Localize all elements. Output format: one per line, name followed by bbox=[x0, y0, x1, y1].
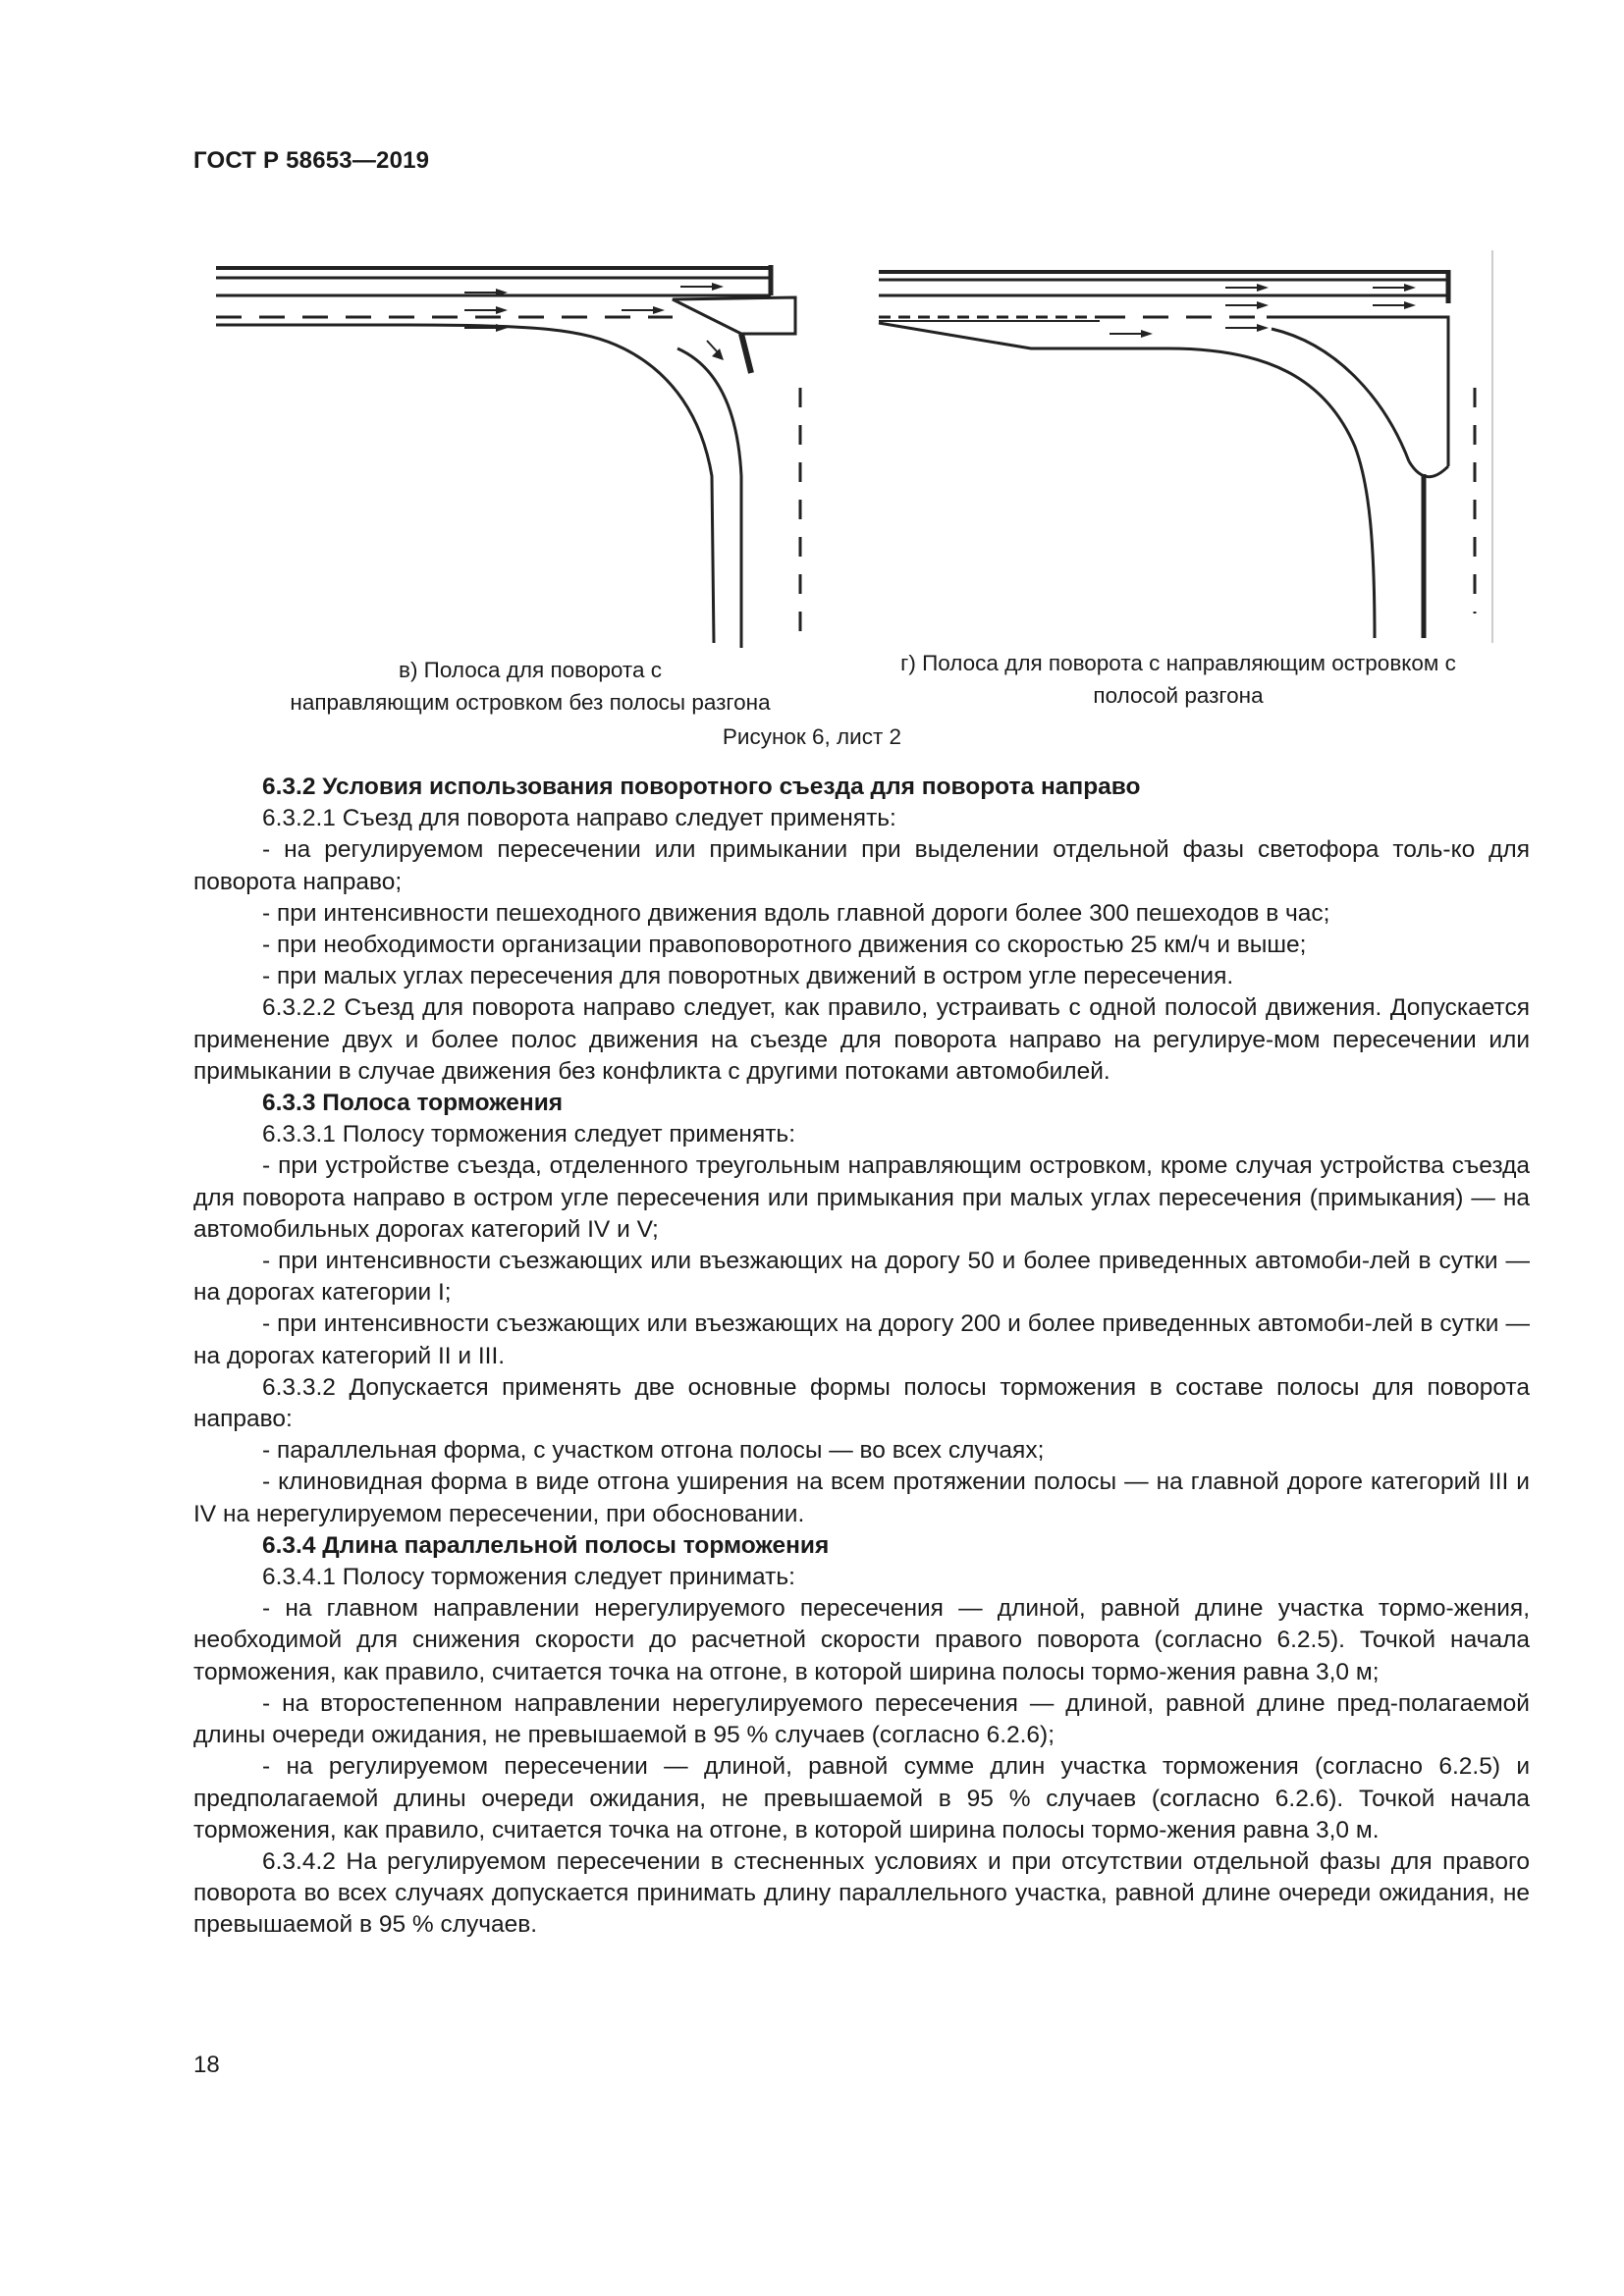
paragraph: 6.3.2.1 Съезд для поворота направо следует применять: bbox=[262, 805, 896, 832]
list-item: - при интенсивности съезжающих или въезжающих на дорогу 50 и более приведенных автомоби-лей в сутки — на дорогах категории I; bbox=[193, 1248, 1530, 1307]
page-number: 18 bbox=[193, 2052, 220, 2078]
section-heading: 6.3.3 Полоса торможения bbox=[262, 1090, 564, 1117]
list-item: - при необходимости организации правоповоротного движения со скоростью 25 км/ч и выше; bbox=[262, 932, 1307, 959]
list-item: - на второстепенном направлении нерегулируемого пересечения — длиной, равной длине пред-полагаемой длины очереди ожидания, не превышаемой в 95 % случаев (согласно 6.2.6); bbox=[193, 1689, 1530, 1749]
list-item: - при устройстве съезда, отделенного треугольным направляющим островком, кроме случая устройства съезда для поворота направо в остром угле пересечения или примыкания при малых углах пересечения (примыкания) — на автомобильных дорогах категорий IV и V; bbox=[193, 1152, 1530, 1243]
figure-turn-lane-with-acceleration bbox=[874, 250, 1502, 643]
figure-right-caption bbox=[854, 647, 1502, 712]
arrow-icon bbox=[1110, 284, 1416, 338]
section-heading: 6.3.4 Длина параллельной полосы торможения bbox=[262, 1531, 830, 1559]
figure-title: Рисунок 6, лист 2 bbox=[722, 724, 902, 749]
list-item: - параллельная форма, с участком отгона полосы — во всех случаях; bbox=[262, 1437, 1045, 1465]
list-item: - на регулируемом пересечении или примыкании при выделении отдельной фазы светофора толь-ко для поворота направо; bbox=[193, 836, 1530, 895]
paragraph: 6.3.4.2 На регулируемом пересечении в стесненных условиях и при отсутствии отдельной фазы для правого поворота во всех случаях допускается принимать длину параллельного участка, равной длине очереди ожидания, не превышаемой в 95 % случаев. bbox=[193, 1847, 1530, 1939]
list-item: - при интенсивности пешеходного движения вдоль главной дороги более 300 пешеходов в час; bbox=[262, 899, 1330, 927]
list-item: - клиновидная форма в виде отгона уширения на всем протяжении полосы — на главной дороге категорий III и IV на нерегулируемом пересечении, при обосновании. bbox=[193, 1468, 1530, 1527]
figure-left-caption-line2: направляющим островком без полосы разгона bbox=[290, 690, 771, 715]
paragraph: 6.3.3.2 Допускается применять две основные формы полосы торможения в составе полосы для поворота направо: bbox=[193, 1373, 1530, 1433]
list-item: - на главном направлении нерегулируемого пересечения — длиной, равной длине участка тормо-жения, необходимой для снижения скорости до расчетной скорости правого поворота (согласно 6.2.5). Точкой начала торможения, как правило, считается точка на отгоне, в которой ширина полосы тормо-жения равна 3,0 м; bbox=[193, 1595, 1530, 1685]
paragraph: 6.3.4.1 Полосу торможения следует принимать: bbox=[262, 1564, 795, 1591]
list-item: - при малых углах пересечения для поворотных движений в остром угле пересечения. bbox=[262, 963, 1234, 990]
list-item: - на регулируемом пересечении — длиной, равной сумме длин участка торможения (согласно 6.2.5) и предполагаемой длины очереди ожидания, не превышаемой в 95 % случаев (согласно 6.2.6). Точкой начала торможения, как правило, считается точка на отгоне, в которой ширина полосы тормо-жения равна 3,0 м. bbox=[193, 1753, 1530, 1843]
figure-left-caption bbox=[226, 654, 835, 719]
figure-right-caption-line2: полосой разгона bbox=[1093, 683, 1264, 708]
figure-left-caption-line1: в) Полоса для поворота с bbox=[398, 658, 662, 682]
road-diagram-left bbox=[211, 250, 815, 653]
section-heading: 6.3.2 Условия использования поворотного съезда для поворота направо bbox=[262, 774, 1141, 800]
paragraph: 6.3.2.2 Съезд для поворота направо следует, как правило, устраивать с одной полосой движения. Допускается применение двух и более полос движения на съезде для поворота направо на регулируе-мом пересечении или примыкании в случае движения без конфликта с другими потоками автомобилей. bbox=[193, 994, 1530, 1085]
road-diagram-right bbox=[874, 250, 1502, 643]
figure-turn-lane-without-acceleration bbox=[211, 250, 815, 653]
list-item: - при интенсивности съезжающих или въезжающих на дорогу 200 и более приведенных автомоби-лей в сутки — на дорогах категорий II и III. bbox=[193, 1310, 1530, 1369]
body-text bbox=[193, 772, 1530, 1942]
paragraph: 6.3.3.1 Полосу торможения следует применять: bbox=[262, 1121, 796, 1148]
document-header: ГОСТ Р 58653—2019 bbox=[193, 147, 430, 174]
figure-right-caption-line1: г) Полоса для поворота с направляющим островком с bbox=[900, 651, 1456, 675]
